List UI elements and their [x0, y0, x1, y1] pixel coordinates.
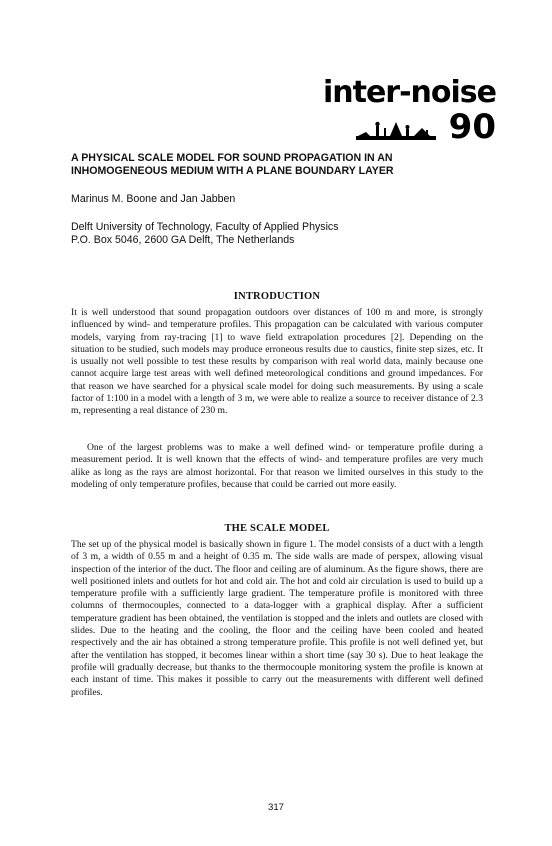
- section-heading-introduction: INTRODUCTION: [233, 291, 321, 302]
- logo-silhouette-icon: [356, 118, 436, 140]
- logo-word: inter-noise: [322, 75, 496, 110]
- intro-paragraph-1: It is well understood that sound propagation outdoors over distances of 100 m and more, is strongly influenced by wind- and temperature profiles. This propagation can be calculated with various computer models, varying from ray-tracing [1] to wave field extrapolation procedures [2]. Depending on the situation to be studied, such models may produce erroneous results due to caustics, finite step sizes, etc. It is usually not well possible to test these results by comparison with real world data, mainly because one cannot acquire large test areas with well defined meteorological conditions and ground impedances. For that reason we have searched for a physical scale model for doing such measurements. By using a scale factor of 1:100 in a model with a length of 3 m, we were able to realize a source to receiver distance of 2.3 m, representing a real distance of 230 m.: [71, 307, 483, 417]
- author-affiliation: [71, 221, 339, 247]
- paper-authors: Marinus M. Boone and Jan Jabben: [71, 193, 236, 205]
- section-heading-scale-model: THE SCALE MODEL: [224, 523, 330, 534]
- scale-model-paragraph: The set up of the physical model is basically shown in figure 1. The model consists of a duct with a length of 3 m, a width of 0.55 m and a height of 0.35 m. The side walls are made of perspex, allowing visual inspection of the interior of the duct. The floor and ceiling are of aluminum. As the figure shows, there are well positioned inlets and outlets for hot and cold air. The hot and cold air circulation is used to build up a temperature profile with a sufficiently large gradient. The temperature profile is monitored with three columns of thermocouples, connected to a data-logger with a graphical display. After a sufficient temperature gradient has been obtained, the ventilation is stopped and the inlets and outlets are closed with slides. Due to the heating and the cooling, the floor and the ceiling have been cooled and heated respectively and the air has obtained a strong temperature profile. This profile is not well defined yet, but after the ventilation has stopped, it becomes linear within a short time (say 30 s). Due to heat leakage the profile will gradually decrease, but thanks to the thermocouple monitoring system the profile is known at each instant of time. This makes it possible to carry out the measurements with different well defined profiles.: [71, 539, 483, 698]
- affiliation-line-1: Delft University of Technology, Faculty of Applied Physics: [71, 221, 339, 233]
- affiliation-line-2: P.O. Box 5046, 2600 GA Delft, The Netherlands: [71, 234, 295, 246]
- conference-logo: [296, 75, 496, 147]
- paper-title: A PHYSICAL SCALE MODEL FOR SOUND PROPAGATION IN AN INHOMOGENEOUS MEDIUM WITH A PLANE BOUNDARY LAYER: [71, 152, 394, 177]
- intro-paragraph-2: One of the largest problems was to make a well defined wind- or temperature profile during a measurement period. It is well known that the effects of wind- and temperature profiles are very much alike as long as the rays are almost horizontal. For that reason we limited ourselves in this study to the modeling of only temperature profiles, because that could be carried out more easily.: [71, 442, 483, 490]
- page-number: 317: [267, 802, 284, 813]
- logo-year: 90: [448, 107, 496, 147]
